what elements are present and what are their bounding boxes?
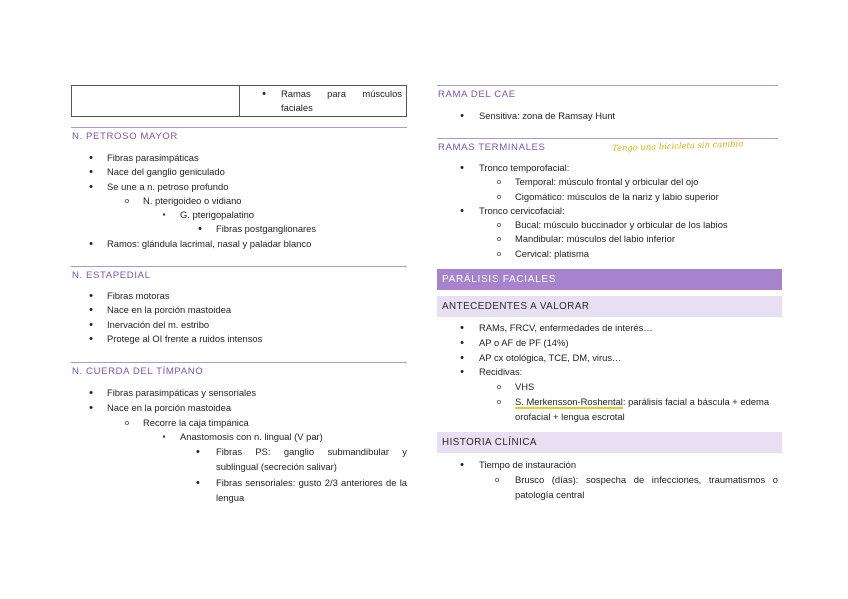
list-item: o VHS <box>437 380 778 395</box>
list-item: • Se une a n. petroso profundo <box>71 180 407 194</box>
table-content-cell <box>240 86 407 117</box>
list-item: • Nace en la porción mastoidea <box>71 401 407 416</box>
list-item: o Recorre la caja timpánica <box>71 416 407 431</box>
list-item: • Tronco cervicofacial: <box>437 204 778 218</box>
list-item: • AP o AF de PF (14%) <box>437 336 778 351</box>
section-title: RAMA DEL CAE <box>437 85 778 102</box>
highlighted-term: S. Merkensson-Roshental <box>515 395 623 407</box>
paralisis-faciales-heading: PARÁLISIS FACIALES <box>437 269 782 290</box>
list-item: o Mandibular: músculos del labio inferior <box>437 232 778 246</box>
list-item: o S. Merkensson-Roshental: parálisis facial a báscula + edema orofacial + lengua escrotal <box>437 395 778 425</box>
list-item: • Fibras parasimpáticas y sensoriales <box>71 386 407 401</box>
section-cuerda-timpano <box>71 362 407 505</box>
continuation-table <box>71 85 407 117</box>
list-item: ▪ Anastomosis con n. lingual (V par) <box>71 430 407 445</box>
list-item: • Fibras PS: ganglio submandibular y sublingual (secreción salivar) <box>71 445 407 475</box>
list-item: • Fibras motoras <box>71 289 407 303</box>
section-title: N. PETROSO MAYOR <box>71 127 407 144</box>
list-item: ▪ G. pterigopalatino <box>71 208 407 222</box>
list-item: o Brusco (días): sospecha de infecciones, traumatismos o patología central <box>437 473 778 503</box>
list-item: o Bucal: músculo buccinador y orbicular de los labios <box>437 218 778 232</box>
list-item: • Nace del ganglio geniculado <box>71 165 407 179</box>
list-item: • AP cx otológica, TCE, DM, virus… <box>437 351 778 366</box>
list-item: • Tiempo de instauración <box>437 458 778 473</box>
list-item: o Temporal: músculo frontal y orbicular del ojo <box>437 175 778 189</box>
list-item: • Fibras parasimpáticas <box>71 151 407 165</box>
bullet-icon <box>260 87 268 102</box>
historia-clinica-heading: HISTORIA CLÍNICA <box>437 432 782 453</box>
list-item: • Protege al OI frente a ruidos intensos <box>71 332 407 346</box>
section-historia-clinica <box>437 458 778 502</box>
list-item: • Ramos: glándula lacrimal, nasal y paladar blanco <box>71 237 407 251</box>
section-title: N. CUERDA DEL TÍMPANO <box>71 362 407 379</box>
table-empty-cell <box>72 86 240 117</box>
section-antecedentes <box>437 321 778 425</box>
antecedentes-heading: ANTECEDENTES A VALORAR <box>437 296 782 317</box>
list-item: • Sensitiva: zona de Ramsay Hunt <box>437 109 778 123</box>
section-title: RAMAS TERMINALES <box>437 138 778 155</box>
list-item: o Cigomático: músculos de la nariz y labio superior <box>437 190 778 204</box>
list-item: o Cervical: platisma <box>437 247 778 261</box>
section-estapedial <box>71 266 407 346</box>
list-item: • Fibras sensoriales: gusto 2/3 anteriores de la lengua <box>71 476 407 506</box>
list-item: • Recidivas: <box>437 365 778 380</box>
table-cell-text: Ramas para músculos faciales <box>281 88 402 114</box>
section-petroso <box>71 127 407 251</box>
list-item: • Inervación del m. estribo <box>71 318 407 332</box>
section-title: N. ESTAPEDIAL <box>71 266 407 283</box>
section-ramas-terminales <box>437 138 778 261</box>
list-item: • RAMs, FRCV, enfermedades de interés… <box>437 321 778 336</box>
list-item: • Tronco temporofacial: <box>437 161 778 175</box>
list-item: • Nace en la porción mastoidea <box>71 303 407 317</box>
list-item: • Fibras postganglionares <box>71 222 407 236</box>
list-item: o N. pterigoideo o vidiano <box>71 194 407 208</box>
handwritten-note: Tengo una bicicleta sin cambio <box>611 138 744 153</box>
section-rama-cae <box>437 85 778 123</box>
